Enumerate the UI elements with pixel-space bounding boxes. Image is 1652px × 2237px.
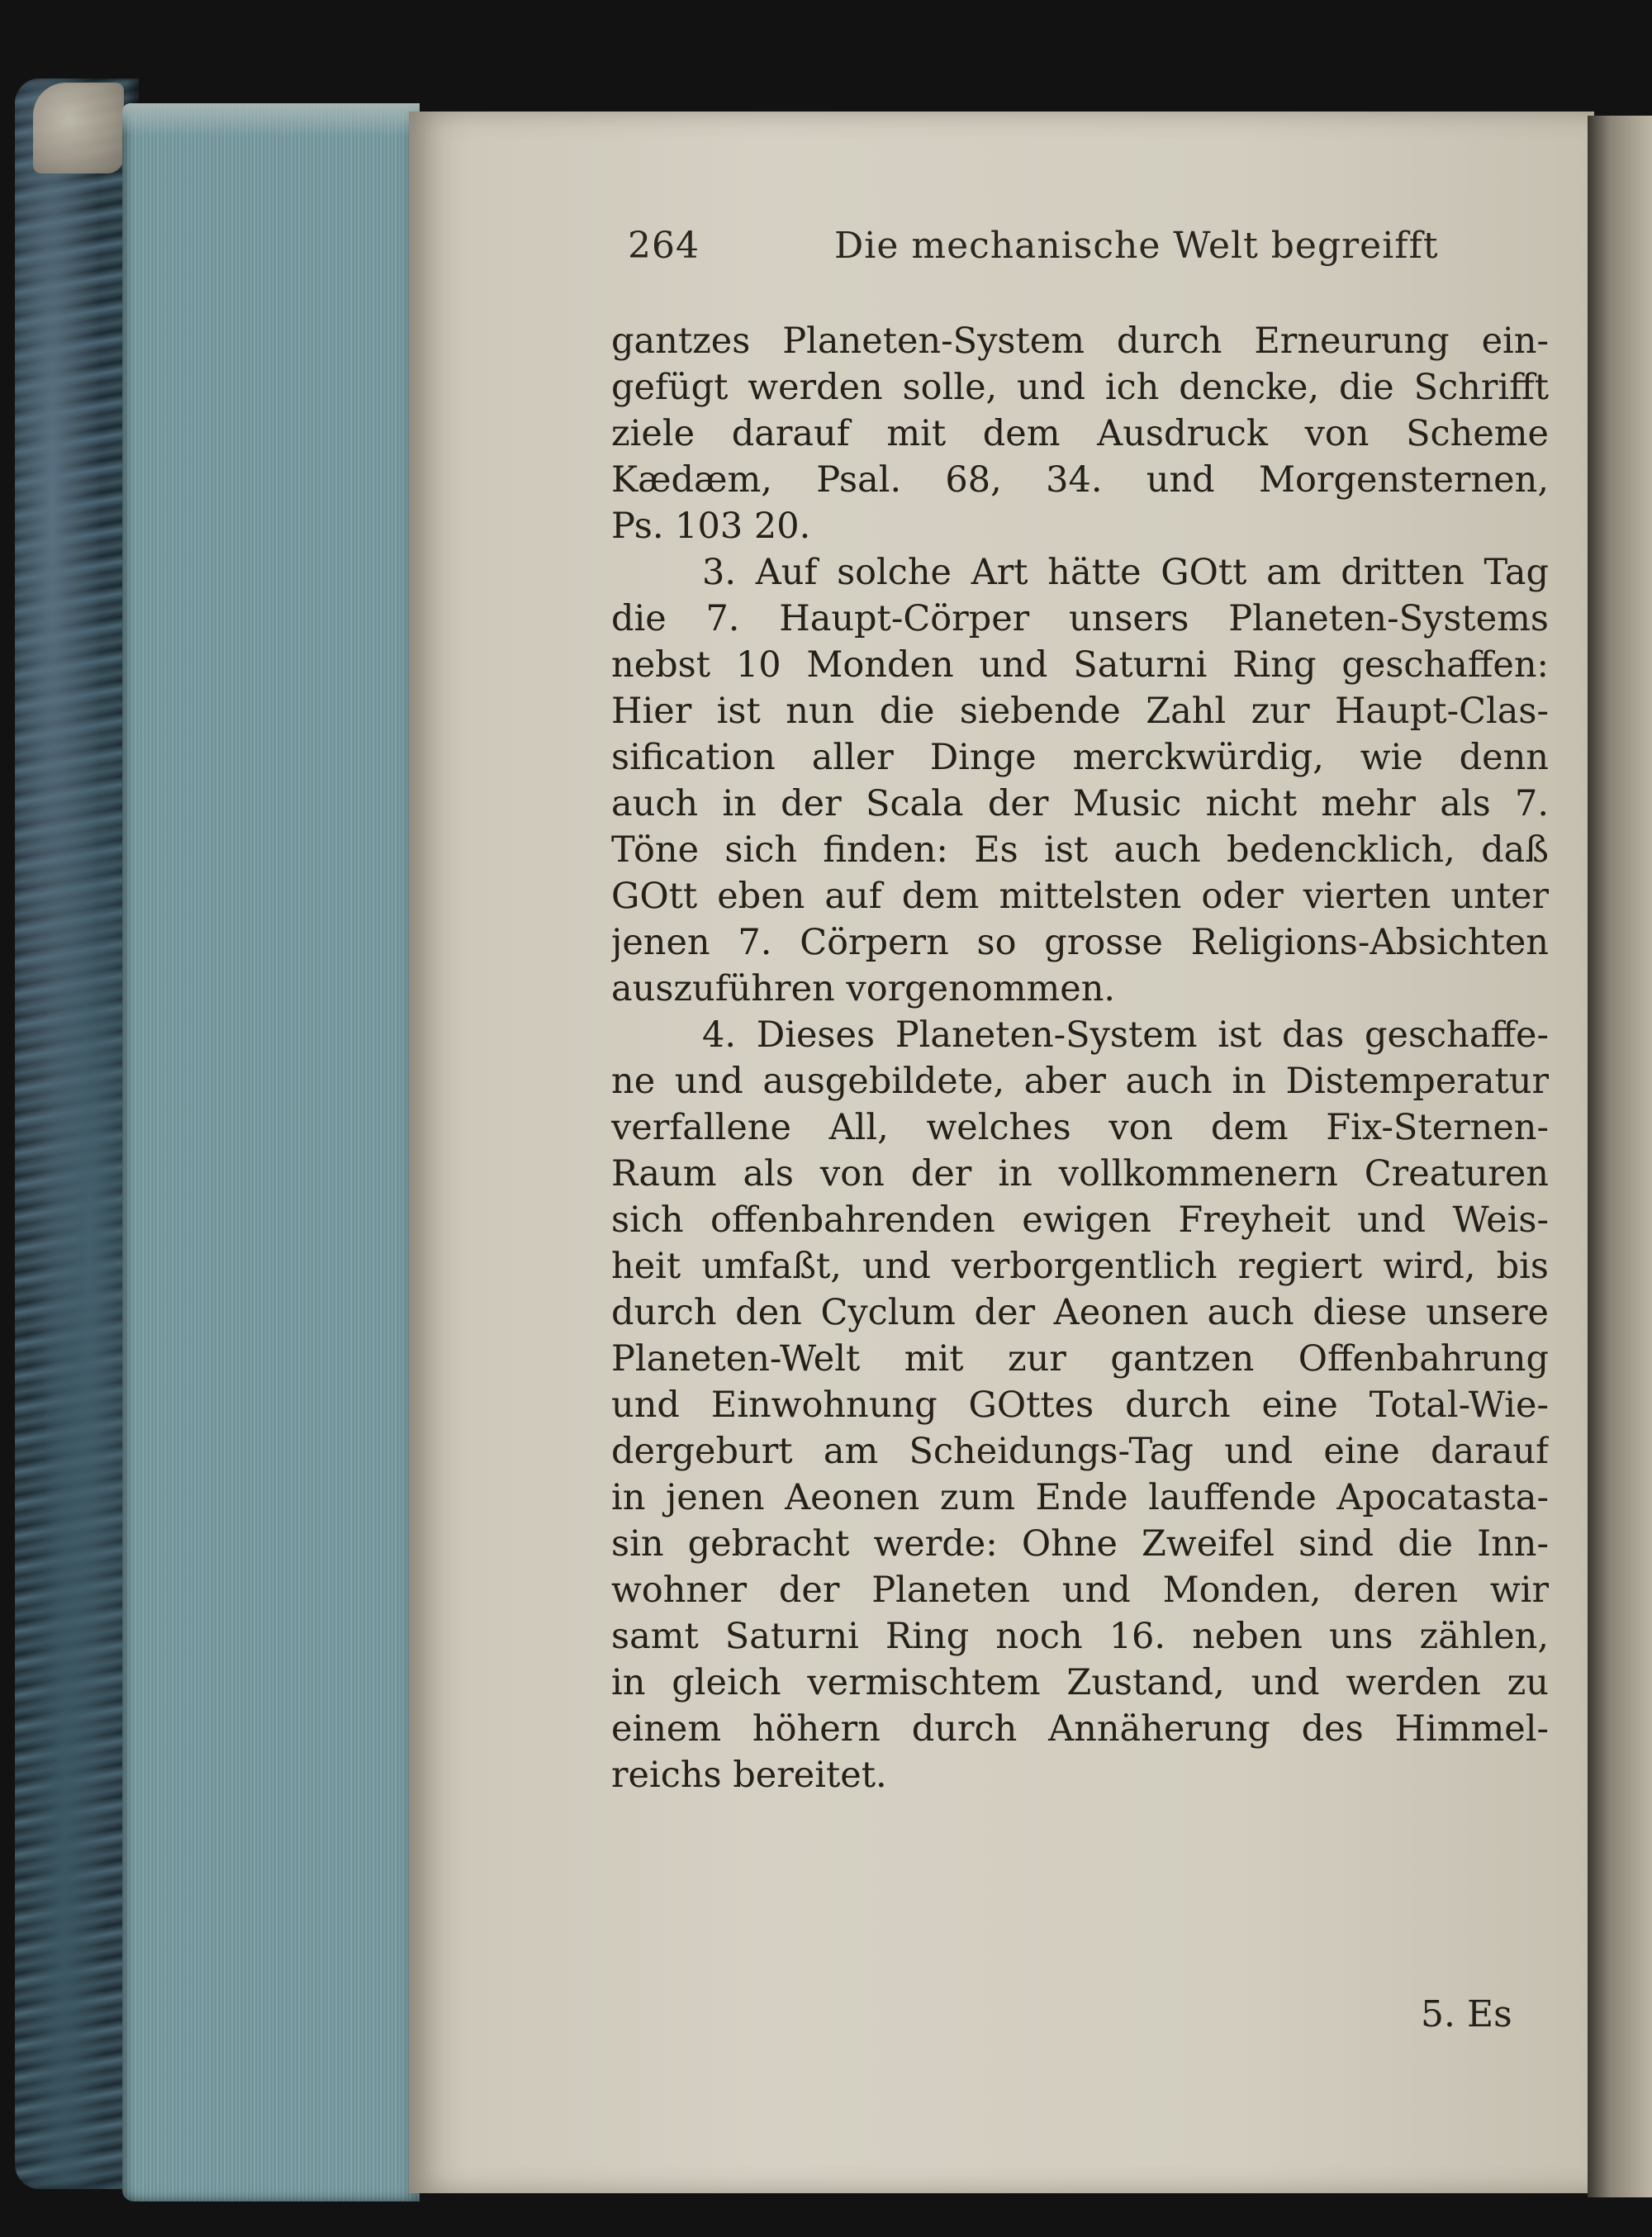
body-text [611,318,1549,1798]
paragraph-start-line: 3. Auf solche Art hätte GOtt am dritten Tag [702,552,1549,593]
text-line: Hier ist nun die siebende Zahl zur Haupt-Clas- [611,691,1549,732]
text-line: Raum als von der in vollkommenern Creaturen [611,1153,1549,1194]
page-number: 264 [628,225,700,267]
facing-page-edge [1588,116,1652,2197]
text-line: jenen 7. Cörpern so grosse Religions-Absichten [611,922,1549,963]
text-line: auszuführen vorgenommen. [611,968,1116,1009]
text-line: und Einwohnung GOttes durch eine Total-Wie- [611,1384,1549,1426]
text-line: reichs bereitet. [611,1755,887,1796]
text-line: sification aller Dinge merckwürdig, wie denn [611,737,1549,778]
text-line: in gleich vermischtem Zustand, und werden zu [611,1662,1549,1703]
text-line: ne und ausgebildete, aber auch in Distemperatur [611,1061,1549,1102]
text-line: nebst 10 Monden und Saturni Ring geschaffen: [611,644,1549,686]
text-line: Töne sich finden: Es ist auch bedencklich, daß [611,829,1549,871]
marbled-cover [15,78,139,2189]
text-line: ziele darauf mit dem Ausdruck von Scheme [611,413,1549,454]
text-line: heit umfaßt, und verborgentlich regiert wird, bis [611,1246,1549,1287]
text-line: Planeten-Welt mit zur gantzen Offenbahrung [611,1338,1549,1380]
running-head: Die mechanische Welt begreifft [834,225,1439,267]
paragraph-start-line: 4. Dieses Planeten-System ist das geschaffe- [702,1014,1549,1056]
catchword: 5. Es [1421,1993,1512,2035]
text-line: durch den Cyclum der Aeonen auch diese unsere [611,1292,1549,1333]
text-line: gantzes Planeten-System durch Erneurung ein- [611,321,1549,362]
text-line: GOtt eben auf dem mittelsten oder vierten unter [611,876,1549,917]
text-line: sin gebracht werde: Ohne Zweifel sind die Inn- [611,1523,1549,1565]
text-line: verfallene All, welches von dem Fix-Sternen- [611,1107,1549,1148]
text-line: gefügt werden solle, und ich dencke, die Schrifft [611,367,1549,408]
text-line: die 7. Haupt-Cörper unsers Planeten-Systems [611,598,1549,639]
text-line: einem höhern durch Annäherung des Himmel- [611,1708,1549,1750]
worn-cover-corner [33,83,124,173]
text-line: sich offenbahrenden ewigen Freyheit und Weis- [611,1199,1549,1241]
page-edges [122,103,420,2201]
text-line: auch in der Scala der Music nicht mehr als 7. [611,783,1549,824]
page-header [628,225,1578,274]
text-line: Kædæm, Psal. 68, 34. und Morgensternen, [611,459,1549,501]
text-line: samt Saturni Ring noch 16. neben uns zählen, [611,1616,1549,1657]
text-line: dergeburt am Scheidungs-Tag und eine darauf [611,1431,1549,1472]
text-line: Ps. 103 20. [611,506,811,547]
text-line: in jenen Aeonen zum Ende lauffende Apocatasta- [611,1477,1549,1518]
text-line: wohner der Planeten und Monden, deren wir [611,1570,1549,1611]
